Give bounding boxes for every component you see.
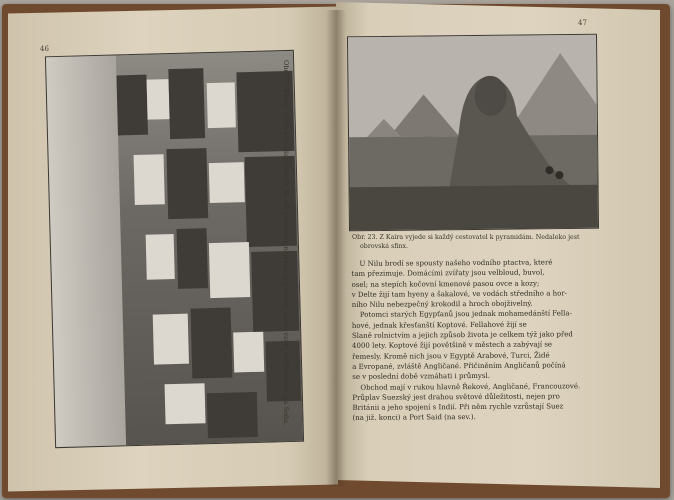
text-line: hové, jednak křesťanští Koptové. Fellahové žijí se <box>351 320 527 330</box>
text-line: Obchod mají v rukou hlavně Řekové, Angličané, Francouzové. <box>360 381 581 392</box>
text-line: Průplav Suezský jest drahou světové důležitosti, nejen pro <box>352 392 560 402</box>
left-page-number: 46 <box>40 45 49 53</box>
text-line: tam přezimuje. Domácími zvířaty jsou velbloud, buvol, <box>351 268 545 279</box>
book-gutter <box>326 10 346 486</box>
left-figure-caption: Obr. 22. Kaáro: vpravo citadela (hrad), do níž vystavěno nejkrásnější mešita podle vzoru cařihradské Aja Sofia. <box>282 60 290 426</box>
text-line: ního Nilu nebezpečný krokodil a hroch obojživelný. <box>351 299 533 310</box>
text-line: U Nilu brodí se spousty našeho vodního ptactva, které <box>359 258 553 268</box>
text-line: (na již. konci) a Port Said (na sev.). <box>352 413 476 423</box>
caption-line-2: obrovská sfinx. <box>360 243 409 250</box>
text-line: Slaně rolnictvím a jejich způsob života je celkem týž jako před <box>351 330 573 340</box>
page-body-text <box>351 257 602 423</box>
text-line: Británii a jeho spojení s Indií. Při něm rychle vzrůstají Suez <box>352 402 564 413</box>
text-line: osel; na stepích kočovní kmenové pasou ovce a kozy; <box>351 279 540 289</box>
caption-line-1: Obr. 23. Z Kaira vyjede si každý cestovatel k pyramidám. Nedaleko jest <box>352 234 580 241</box>
sphinx-pyramids-photo <box>347 34 599 232</box>
text-line: 4000 lety. Koptové žijí povětšině v městech a zabývají se <box>352 340 553 351</box>
cairo-city-photo <box>45 50 304 448</box>
right-figure-caption <box>352 233 598 251</box>
right-page-number: 47 <box>578 19 587 27</box>
text-line: a Evropané, zvláště Angličané. Přičiněním Angličanů počíná <box>352 361 566 371</box>
text-line: řemesly. Kromě nich jsou v Egyptě Arabové, Turci, Židé <box>352 351 550 361</box>
text-line: Potomci starých Egypťanů jsou jednak mohamedánští Fella- <box>359 309 572 320</box>
text-line: se v poslední době vzmáhati i průmysl. <box>352 372 490 382</box>
text-line: v Delte žijí tam hyeny a šakalové, ve vodách středního a hor- <box>351 289 568 299</box>
